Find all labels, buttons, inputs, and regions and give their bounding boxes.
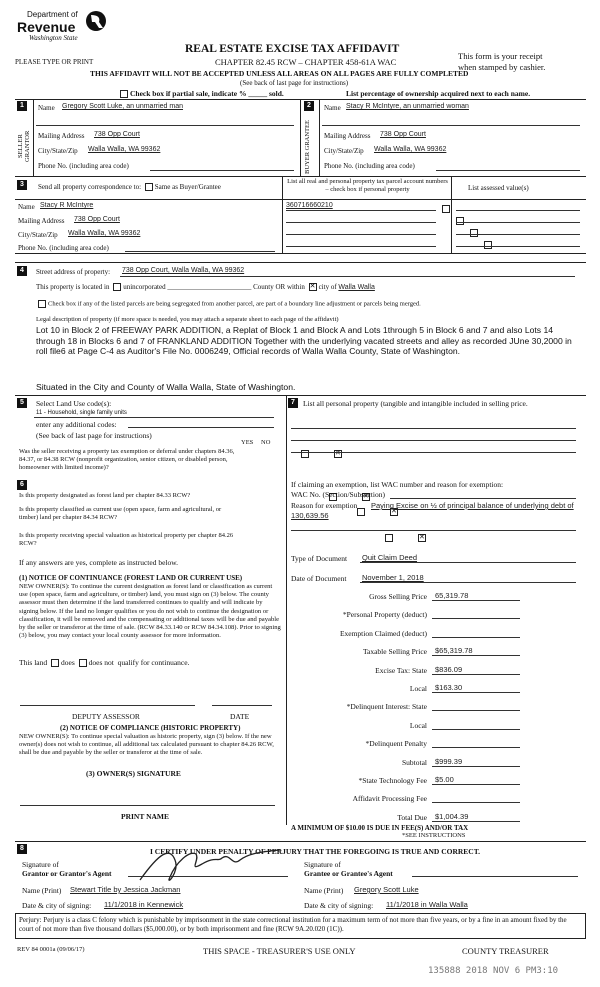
assessor-date-line [212, 705, 272, 706]
fee-label: Affidavit Processing Fee [352, 794, 427, 804]
fee-label: Local [409, 720, 427, 730]
grantor-date-label: Date & city of signing: [22, 901, 92, 910]
partial-sale-checkbox[interactable] [120, 90, 128, 98]
grantor-print-name[interactable]: Stewart Title by Jessica Jackman [70, 885, 181, 894]
divider [451, 176, 452, 253]
buyer-city-label: City/State/Zip [324, 147, 364, 155]
personal-property-checkbox[interactable] [442, 205, 450, 213]
assessed-line [456, 222, 580, 223]
section-1-number: 1 [17, 101, 27, 111]
blank-line [128, 427, 274, 428]
corr-name-label: Name [18, 203, 35, 211]
divider [282, 176, 283, 253]
blank-line [436, 170, 580, 171]
receipt-line2: when stamped by cashier. [458, 62, 546, 72]
fee-label: Gross Selling Price [369, 592, 427, 601]
seller-name-label: Name [38, 104, 55, 112]
grantee-sig-line [412, 876, 578, 877]
additional-codes: enter any additional codes: [36, 420, 117, 429]
same-as-buyer-checkbox[interactable] [145, 183, 153, 191]
fee-line [432, 692, 520, 693]
county-treasurer: COUNTY TREASURER [462, 946, 549, 956]
blank-line [291, 452, 576, 453]
no-header: NO [261, 439, 271, 446]
grantee-sig-label: Signature of [304, 860, 341, 869]
doc-type[interactable]: Quit Claim Deed [362, 553, 418, 562]
historic-yes-checkbox[interactable] [385, 534, 393, 542]
revenue-logo-icon [85, 9, 107, 33]
buyer-phone-label: Phone No. (including area code) [324, 162, 415, 170]
divider [15, 253, 586, 254]
fee-label: Subtotal [401, 757, 427, 767]
buyer-name-label: Name [324, 104, 341, 112]
fee-line [432, 600, 520, 601]
seller-mail[interactable]: 738 Opp Court [94, 131, 140, 138]
fee-label: Taxable Selling Price [362, 647, 427, 657]
personal-property-label: List all personal property (tangible and intangible included in selling price. [303, 399, 528, 408]
corr-mail[interactable]: 738 Opp Court [74, 216, 120, 223]
section-5-number: 5 [17, 398, 27, 408]
q-current-use: Is this property classified as current use (open space, farm and agricultural, or timber) land per chapter 84.34 RCW? [19, 506, 222, 521]
grantor-sig-label: Signature of [22, 860, 59, 869]
section-8-number: 8 [17, 844, 27, 854]
blank-line [34, 417, 274, 418]
grantor-name-label: Name (Print) [22, 886, 62, 895]
corr-phone-label: Phone No. (including area code) [18, 244, 109, 252]
parcels-header: List all real and personal property tax parcel account numbers – check box if personal property [287, 178, 448, 193]
divider [15, 262, 586, 263]
form-notice: THIS AFFIDAVIT WILL NOT BE ACCEPTED UNLESS ALL AREAS ON ALL PAGES ARE FULLY COMPLETED [90, 69, 469, 78]
continuance-title: (1) NOTICE OF CONTINUANCE (FOREST LAND OR CURRENT USE) [19, 574, 243, 582]
fee-line [432, 674, 520, 675]
fee-line [432, 784, 520, 785]
receipt-line1: This form is your receipt [458, 51, 543, 61]
doc-date-label: Date of Document [291, 574, 347, 583]
exemption-reason[interactable]: Paying Excise on ½ of principal balance of underlying debt of 130,639.56 [291, 501, 574, 520]
dor-logo [15, 6, 110, 44]
section-4-number: 4 [17, 266, 27, 276]
fee-line [432, 637, 520, 638]
fee-value[interactable]: $65,319.78 [435, 646, 473, 656]
blank-line [150, 170, 294, 171]
buyer-name[interactable]: Stacy R McIntyre, an unmarried woman [346, 103, 469, 110]
divider [319, 99, 320, 176]
blank-line [125, 251, 275, 252]
divider [300, 99, 301, 176]
owner-sig-line [20, 805, 275, 806]
blank-line [390, 498, 576, 499]
grantee-agent-label: Grantee or Grantee's Agent [304, 869, 393, 878]
corr-city-label: City/State/Zip [18, 231, 58, 239]
fee-value[interactable]: $1,004.39 [435, 811, 469, 821]
blank-line [36, 125, 294, 126]
legal-label: Legal description of property (if more space is needed, you may attach a separate sheet to each page of the affidavit) [36, 316, 339, 323]
divider [15, 395, 586, 396]
legal-description[interactable]: Lot 10 in Block 2 of FREEWAY PARK ADDITION, a Replat of Block 1 and Block A and Lots 1through 5 in Block 6 and 7 and also Lots 14 through 18 in Blocks 6 and 7 of FRANKLAND ADDITION Together with the underlying vacated streets and alley as recorded JUne 30,2000 in roll file6 at Page C-4 as Auditor's File No. 0006249, Official records of Walla Walla County, State of Washington. [36, 325, 572, 356]
within-city-checkbox[interactable] [309, 283, 317, 291]
perjury-text: Perjury: Perjury is a class C felony which is punishable by imprisonment in the state correctional institution for a maximum term of not more than five years, or by a fine in an amount fixed by the court of not more than five thousand dollars ($5,000.00), or by both imprisonment and fine (RCW 9A.20.020 (1C)). [19, 916, 567, 933]
please-type: PLEASE TYPE OR PRINT [15, 58, 94, 66]
section-3-number: 3 [17, 180, 27, 190]
land-use-see-back: (See back of last page for instructions) [36, 431, 152, 440]
assessor-sig-line [20, 705, 195, 706]
form-title: REAL ESTATE EXCISE TAX AFFIDAVIT [185, 43, 400, 55]
fee-label: Local [409, 684, 427, 693]
fee-label: *Delinquent Penalty [365, 739, 427, 749]
parcel-line [286, 222, 436, 223]
send-correspondence: Send all property correspondence to: Same as Buyer/Grantee [38, 183, 221, 191]
fee-label: Excise Tax: State [375, 665, 427, 675]
divider [33, 99, 34, 176]
corr-mail-label: Mailing Address [18, 217, 65, 225]
buyer-mail[interactable]: 738 Opp Court [380, 131, 426, 138]
treasurer-space: THIS SPACE - TREASURER'S USE ONLY [203, 946, 356, 956]
seller-name[interactable]: Gregory Scott Luke, an unmarried man [62, 103, 184, 110]
doc-type-label: Type of Document [291, 554, 348, 563]
historic-no-checkbox[interactable] [418, 534, 426, 542]
see-back: (See back of last page for instructions) [240, 79, 349, 87]
doc-date[interactable]: November 1, 2018 [362, 573, 424, 582]
blank-line [291, 428, 576, 429]
fee-label: *Personal Property (deduct) [342, 610, 427, 620]
fee-line [432, 747, 520, 748]
owner-signature-label: (3) OWNER(S) SIGNATURE [86, 769, 181, 778]
divider [15, 199, 586, 200]
fee-value[interactable]: $163.30 [435, 683, 463, 692]
section-6-number: 6 [17, 480, 27, 490]
corr-name[interactable]: Stacy R McIntyre [40, 202, 94, 209]
assessed-line [456, 234, 580, 235]
wac-label: WAC No. (Section/Subsection) [291, 490, 385, 499]
form-subtitle: CHAPTER 82.45 RCW – CHAPTER 458-61A WAC [215, 57, 397, 67]
assessor-date: DATE [230, 712, 250, 721]
blank-line [291, 530, 576, 531]
q-forest: Is this property designated as forest land per chapter 84.33 RCW? [19, 492, 191, 499]
blank-line [322, 125, 580, 126]
parcel-line [286, 234, 436, 235]
grantee-date-label: Date & city of signing: [304, 901, 374, 910]
does-not-checkbox[interactable] [79, 659, 87, 667]
reason-label: Reason for exemption [291, 501, 358, 510]
grantee-name-label: Name (Print) [304, 886, 344, 895]
buyer-mail-label: Mailing Address [324, 132, 371, 140]
dept-line2: Revenue [17, 19, 76, 35]
fee-line [432, 655, 520, 656]
unincorporated-checkbox[interactable] [113, 283, 121, 291]
this-land-row: This land does does not qualify for continuance. [19, 658, 190, 667]
fee-label: Total Due [397, 812, 427, 822]
claim-exemption-label: If claiming an exemption, list WAC number and reason for exemption: [291, 480, 504, 489]
divider [15, 176, 586, 177]
seller-city[interactable]: Walla Walla, WA 99362 [88, 146, 161, 153]
corr-city[interactable]: Walla Walla, WA 99362 [68, 230, 141, 237]
segregation-row: Check box if any of the listed parcels are being segregated from another parcel, are part of a boundary line adjustment or parcels being merged. [36, 300, 421, 308]
segregation-checkbox[interactable] [38, 300, 46, 308]
fee-line [432, 802, 520, 803]
city-name[interactable]: Walla Walla [338, 284, 375, 291]
fee-value[interactable]: $999.39 [435, 756, 463, 766]
print-name-label: PRINT NAME [121, 812, 169, 821]
seller-grantor-label: SELLER GRANTOR [17, 130, 31, 162]
yes-header: YES [241, 439, 254, 446]
fee-label: *Delinquent Interest: State [346, 702, 427, 712]
blank-line [291, 440, 576, 441]
section-2-number: 2 [304, 101, 314, 111]
section-7-number: 7 [288, 398, 298, 408]
situated-text[interactable]: Situated in the City and County of Walla Walla, State of Washington. [36, 382, 296, 392]
grantor-agent-label: Grantor or Grantor's Agent [22, 869, 112, 878]
minimum-fee-text: A MINIMUM OF $10.00 IS DUE IN FEE(S) AND/OR TAX [291, 824, 469, 832]
dept-line1: Department of [27, 10, 78, 19]
treasurer-stamp: 135888 2018 NOV 6 PM3:10 [428, 966, 559, 976]
seller-phone-label: Phone No. (including area code) [38, 162, 129, 170]
street-label: Street address of property: [36, 268, 111, 276]
divider [286, 395, 287, 825]
blank-line [360, 562, 576, 563]
land-use-label: Select Land Use code(s): [36, 399, 112, 408]
grantor-date-city[interactable]: 11/1/2018 in Kennewick [104, 900, 184, 909]
if-yes-text: If any answers are yes, complete as instructed below. [19, 558, 179, 567]
located-row: This property is located in unincorporated ________________________ County OR within ✕ city of Walla Walla [36, 283, 375, 291]
historic-title: (2) NOTICE OF COMPLIANCE (HISTORIC PROPERTY) [60, 724, 241, 732]
fee-value[interactable]: $836.09 [435, 664, 463, 674]
deputy-assessor: DEPUTY ASSESSOR [72, 712, 140, 721]
assessed-header: List assessed value(s) [468, 184, 529, 192]
parcel-line [286, 210, 436, 211]
pct-ownership: List percentage of ownership acquired next to each name. [346, 89, 531, 98]
parcel-line [286, 246, 436, 247]
grantee-date-city[interactable]: 11/1/2018 in Walla Walla [386, 900, 468, 909]
fee-line [432, 710, 520, 711]
fee-line [432, 821, 520, 822]
historic-body: NEW OWNER(S): To continue special valuation as historic property, sign (3) below. If the new owner(s) does not wish to continue, all additional tax calculated pursuant to chapter 84.26 RCW, shall be due and payable by the seller or transferor at the time of sale. [19, 733, 274, 757]
street-address[interactable]: 738 Opp Court, Walla Walla, WA 99362 [122, 267, 245, 274]
parcel-number[interactable]: 360716660210 [286, 202, 333, 209]
divider [15, 841, 586, 842]
continuance-body: NEW OWNER(S): To continue the current designation as forest land or classification as current use (open space, farm and agriculture, or timber) land, you must sign on (3) below. The county assessor must then determine if the land transferred continues to qualify and will indicate by signing below. If the land no longer qualifies or you do not wish to continue the designation or classification, it will be removed and the compensating or additional taxes will be due and payable by the seller or transferor at the time of sale. (RCW 84.33.140 or RCW 84.34.108). Prior to signing (3) below, you may contact your local county assessor for more information. [19, 583, 281, 640]
fee-label: Exemption Claimed (deduct) [339, 628, 427, 638]
fee-value[interactable]: $5.00 [435, 775, 454, 784]
fee-line [432, 618, 520, 619]
partial-sale[interactable]: Check box if partial sale, indicate % _____ sold. [118, 89, 284, 98]
land-use-code[interactable]: 11 - Household, single family units [36, 410, 127, 416]
fee-value[interactable]: 65,319.78 [435, 591, 469, 600]
fee-line [432, 729, 520, 730]
fee-label: *State Technology Fee [358, 776, 427, 785]
seller-city-label: City/State/Zip [38, 147, 78, 155]
dept-line3: Washington State [29, 34, 78, 42]
assessed-line [456, 210, 580, 211]
buyer-city[interactable]: Walla Walla, WA 99362 [374, 146, 447, 153]
q-exemption: Was the seller receiving a property tax exemption or deferral under chapters 84.36, 84.37, or 84.38 RCW (nonprofit organization, senior citizen, or disabled person, homeowner with limited income)? [19, 448, 235, 471]
q-historic: Is this property receiving special valuation as historical property per chapter 84.26 RCW? [19, 532, 234, 547]
grantee-print-name[interactable]: Gregory Scott Luke [354, 885, 419, 894]
see-instructions: *SEE INSTRUCTIONS [402, 832, 466, 839]
blank-line [360, 582, 576, 583]
form-number: REV 84 0001a (09/06/17) [17, 946, 85, 953]
does-checkbox[interactable] [51, 659, 59, 667]
fee-line [432, 766, 520, 767]
buyer-grantee-label: BUYER GRANTEE [304, 120, 311, 174]
assessed-line [456, 246, 580, 247]
certify-text: I CERTIFY UNDER PENALTY OF PERJURY THAT THE FOREGOING IS TRUE AND CORRECT. [150, 847, 481, 856]
blank-line [120, 276, 575, 277]
seller-mail-label: Mailing Address [38, 132, 85, 140]
